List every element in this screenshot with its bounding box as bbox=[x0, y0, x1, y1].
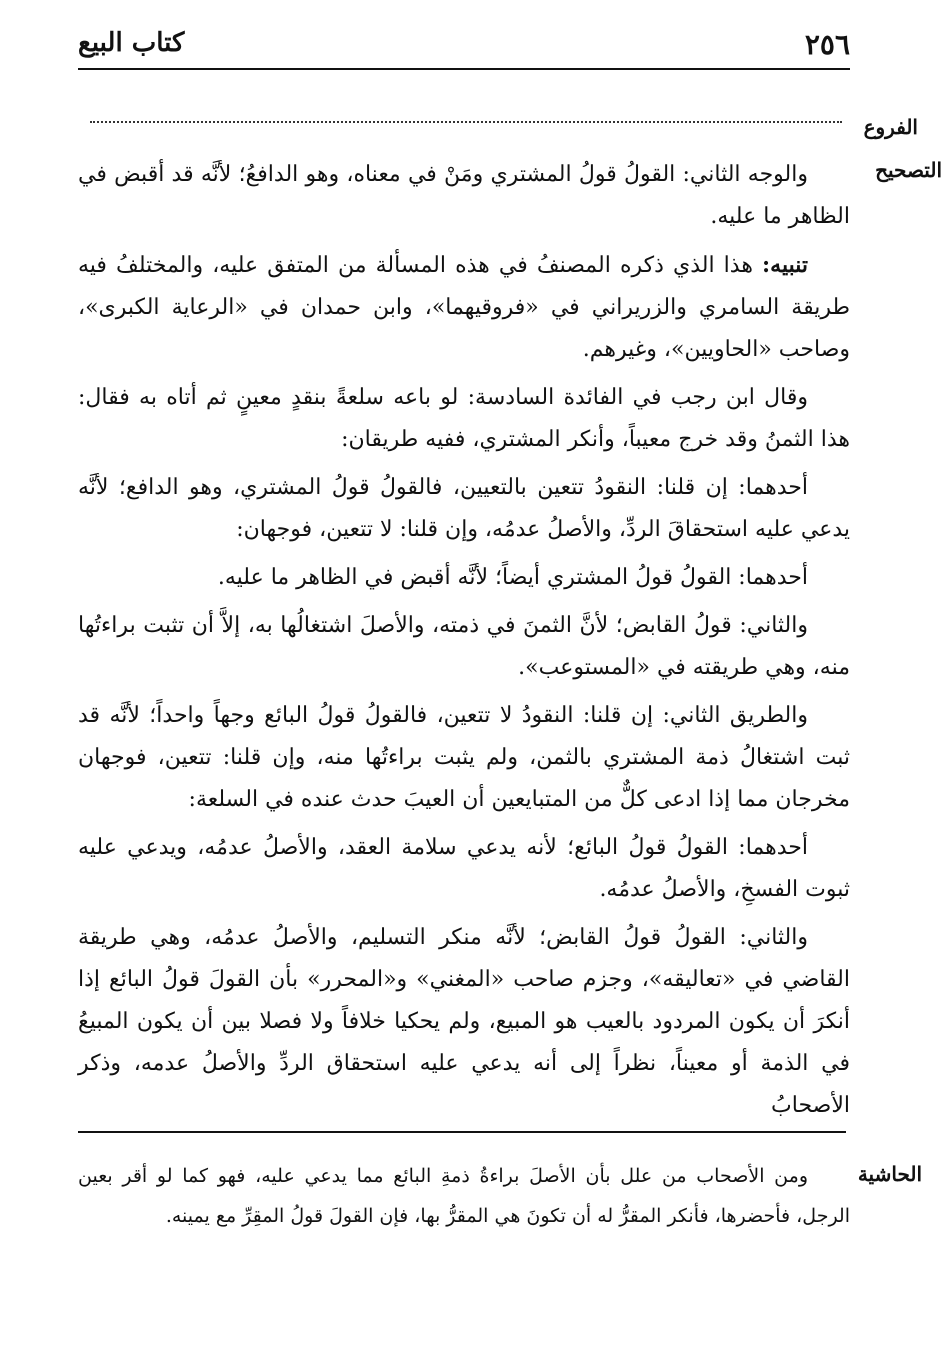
running-title: كتاب البيع bbox=[78, 28, 185, 58]
tashih-body bbox=[78, 154, 850, 1133]
paragraph-8: أحدهما: القولُ قولُ البائع؛ لأنه يدعي سلامة العقد، والأصلُ عدمُه، ويدعي عليه ثبوت الفسخِ، والأصلُ عدمُه. bbox=[78, 835, 850, 902]
paragraph-5: أحدهما: القولُ قولُ المشتري أيضاً؛ لأنَّه أقبض في الظاهر ما عليه. bbox=[217, 565, 808, 590]
page-number: ٢٥٦ bbox=[804, 28, 850, 61]
furu-label: الفروع bbox=[863, 115, 918, 139]
furu-dotted-line bbox=[90, 121, 842, 123]
paragraph-4: أحدهما: إن قلنا: النقودُ تتعين بالتعيين، فالقولُ قولُ المشتري، وهو الدافع؛ لأنَّه يدعي عليه استحقاقَ الردِّ، والأصلُ عدمُه، وإن قلنا: لا تتعين، فوجهان: bbox=[78, 475, 850, 542]
page-header bbox=[78, 28, 850, 68]
tashih-label: التصحيح bbox=[875, 158, 942, 182]
paragraph-7: والطريق الثاني: إن قلنا: النقودُ لا تتعين، فالقولُ قولُ البائع وجهاً واحداً؛ لأنَّه قد ثبت اشتغالُ ذمة المشتري بالثمن، ولم يثبت براءتُها منه، وإن قلنا: تتعين، فوجهان مخرجان مما إذا ادعى كلٌّ من المتبايعين أن العيبَ حدث عنده في السلعة: bbox=[78, 703, 850, 812]
paragraph-2 bbox=[78, 244, 850, 371]
header-rule bbox=[78, 68, 850, 70]
paragraph-3: وقال ابن رجب في الفائدة السادسة: لو باعه سلعةً بنقدٍ معينٍ ثم أتاه به فقال: هذا الثمنُ وقد خرج معيباً، وأنكر المشتري، ففيه طريقان: bbox=[78, 385, 850, 452]
paragraph-1: والوجه الثاني: القولُ قولُ المشتري ومَنْ في معناه، وهو الدافعُ؛ لأنَّه قد أقبض في الظاهر ما عليه. bbox=[78, 162, 850, 229]
hashiya-body bbox=[78, 1156, 850, 1236]
paragraph-9: والثاني: القولُ قولُ القابض؛ لأنَّه منكر التسليم، والأصلُ عدمُه، وهي طريقة القاضي في «تعاليقه»، وجزم صاحب «المغني» و«المحرر» بأن القولَ قولُ البائع إذا أنكرَ أن يكون المردود بالعيب هو المبيع، ولم يحكيا خلافاً ولا فصلا بين أن يكون المبيعُ في الذمة أو معيناً، نظراً إلى أنه يدعي عليه استحقاق الردِّ والأصلُ عدمه، وذكر الأصحابُ bbox=[78, 925, 850, 1118]
hashiya-paragraph: ومن الأصحاب من علل بأن الأصلَ براءةُ ذمةِ البائع مما يدعي عليه، فهو كما لو أقر بعين الرجل، فأحضرها، فأنكر المقرُّ له أن تكونَ هي المقرُّ بها، فإن القولَ قولُ المقِرِّ مع يمينه. bbox=[78, 1165, 850, 1227]
hashiya-label: الحاشية bbox=[857, 1162, 922, 1186]
paragraph-6: والثاني: قولُ القابض؛ لأنَّ الثمنَ في ذمته، والأصلَ اشتغالُها به، إلاَّ أن تثبت براءتُها منه، وهي طريقته في «المستوعب». bbox=[78, 613, 850, 680]
tanbih-label: تنبيه: bbox=[762, 252, 808, 278]
footnote-rule bbox=[78, 1131, 846, 1133]
paragraph-2-text: هذا الذي ذكره المصنفُ في هذه المسألة من المتفق عليه، والمختلفُ فيه طريقة السامري والزريراني في «فروقيهما»، وابن حمدان في «الرعاية الكبرى»، وصاحب «الحاويين»، وغيرهم. bbox=[78, 253, 850, 362]
